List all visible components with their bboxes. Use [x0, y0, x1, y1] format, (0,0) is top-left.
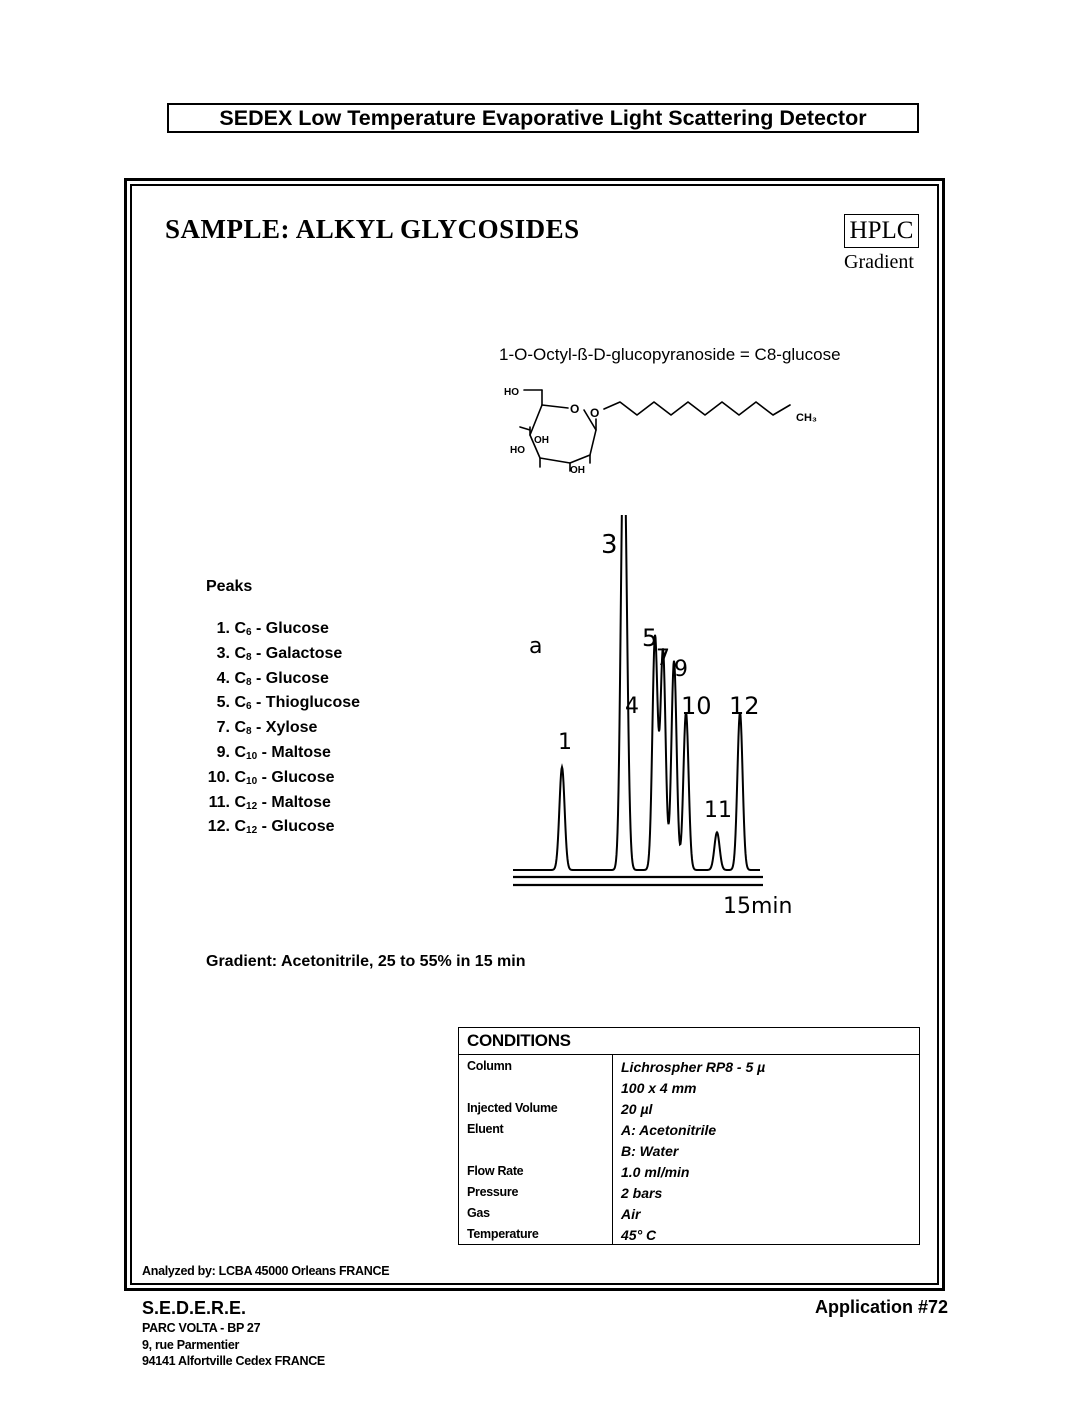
peak-label: 1: [558, 730, 572, 755]
technique-badge: HPLC: [844, 214, 919, 248]
peak-carbon-count: 8: [246, 726, 252, 738]
gradient-note: Gradient: Acetonitrile, 25 to 55% in 15 min: [206, 953, 526, 970]
conditions-row: [459, 1080, 919, 1101]
ho-top-label: HO: [504, 387, 519, 398]
peak-label: 4: [625, 694, 639, 719]
peak-item: [200, 793, 360, 818]
peak-item: [200, 718, 360, 743]
peak-item: [200, 743, 360, 768]
peak-label: 11: [704, 798, 732, 823]
peaks-heading: Peaks: [206, 578, 253, 595]
conditions-title: CONDITIONS: [467, 1031, 571, 1050]
peak-item: [200, 768, 360, 793]
condition-value: Lichrospher RP8 - 5 µ: [621, 1059, 766, 1075]
peak-item: [200, 669, 360, 694]
peak-number: 4.: [216, 669, 230, 687]
application-number: Application #72: [814, 1297, 948, 1317]
conditions-divider: [459, 1054, 919, 1055]
compound-name: 1-O-Octyl-ß-D-glucopyranoside = C8-glucose: [499, 345, 841, 364]
conditions-row: [459, 1101, 919, 1122]
peak-number: 12.: [207, 818, 230, 836]
condition-label: Eluent: [467, 1122, 504, 1136]
chemical-structure: [500, 375, 840, 485]
condition-value: A: Acetonitrile: [621, 1122, 717, 1138]
peak-label: 7: [656, 646, 670, 671]
peak-number: 11.: [208, 793, 230, 811]
peak-compound-prefix: C: [234, 743, 247, 761]
peak-number: 3.: [216, 644, 230, 662]
condition-label: Injected Volume: [467, 1101, 558, 1115]
condition-value: Air: [621, 1206, 641, 1222]
condition-value: 45° C: [621, 1227, 657, 1243]
peak-compound-name: - Xylose: [251, 719, 318, 737]
peak-number: 10.: [207, 768, 230, 786]
company-name: S.E.D.E.R.E.: [142, 1298, 247, 1318]
peak-compound-prefix: C: [234, 669, 247, 687]
peak-item: [200, 817, 360, 842]
peak-list: [200, 619, 360, 842]
peak-compound-name: - Glucose: [251, 669, 329, 687]
peak-item: [200, 644, 360, 669]
conditions-row: [459, 1227, 919, 1248]
peak-compound-prefix: C: [234, 818, 247, 836]
peak-compound-name: - Galactose: [251, 644, 343, 662]
conditions-row: [459, 1059, 919, 1080]
condition-value: 100 x 4 mm: [621, 1080, 697, 1096]
peak-number: 7.: [216, 719, 230, 737]
peak-compound-name: - Glucose: [257, 818, 335, 836]
peak-compound-prefix: C: [234, 793, 247, 811]
peak-label: 5: [642, 624, 658, 652]
condition-value: 2 bars: [621, 1185, 663, 1201]
time-axis-label: 15min: [723, 894, 793, 919]
conditions-row: [459, 1206, 919, 1227]
peak-compound-name: - Glucose: [257, 768, 335, 786]
peak-compound-name: - Maltose: [257, 793, 331, 811]
address-line: 94141 Alfortville Cedex FRANCE: [142, 1354, 325, 1368]
conditions-row: [459, 1164, 919, 1185]
peak-compound-prefix: C: [234, 768, 247, 786]
conditions-row: [459, 1122, 919, 1143]
peak-carbon-count: 6: [246, 627, 252, 638]
mode-label: Gradient: [844, 251, 914, 273]
peak-compound-prefix: C: [234, 694, 247, 712]
peak-label: 9: [674, 657, 688, 682]
conditions-row: [459, 1185, 919, 1206]
conditions-table: [458, 1027, 920, 1245]
peak-compound-name: - Maltose: [257, 743, 331, 761]
company-address: [142, 1320, 325, 1370]
peak-carbon-count: 10: [246, 750, 258, 762]
peak-carbon-count: 10: [246, 775, 258, 787]
condition-value: B: Water: [621, 1143, 679, 1159]
condition-value: 1.0 ml/min: [621, 1164, 690, 1180]
glycosidic-oxygen-label: O: [590, 406, 600, 420]
conditions-row: [459, 1143, 919, 1164]
peak-carbon-count: 12: [246, 800, 258, 812]
document-title: SEDEX Low Temperature Evaporative Light Scattering Detector: [167, 103, 919, 133]
analyzed-by: Analyzed by: LCBA 45000 Orleans FRANCE: [142, 1264, 390, 1278]
peak-compound-prefix: C: [234, 620, 247, 637]
peak-compound-prefix: C: [234, 644, 247, 662]
ch3-label: CH₃: [796, 412, 817, 424]
peak-item: [200, 693, 360, 718]
oh-inner-label: OH: [534, 435, 549, 446]
peak-item: [200, 619, 360, 644]
peak-label: 3: [601, 530, 618, 560]
peak-number: 9.: [216, 743, 230, 761]
peak-label: 12: [729, 692, 760, 720]
peak-carbon-count: 12: [246, 825, 258, 837]
condition-value: 20 µl: [621, 1101, 653, 1117]
condition-label: Temperature: [467, 1227, 539, 1241]
ring-oxygen-label: O: [570, 402, 580, 416]
sample-title: SAMPLE: ALKYL GLYCOSIDES: [165, 214, 580, 244]
address-line: PARC VOLTA - BP 27: [142, 1321, 261, 1335]
peak-compound-prefix: C: [234, 719, 247, 737]
condition-label: Pressure: [467, 1185, 519, 1199]
peak-carbon-count: 8: [246, 651, 252, 663]
peak-carbon-count: 8: [246, 676, 252, 688]
peak-number: 5.: [216, 694, 230, 712]
address-line: 9, rue Parmentier: [142, 1337, 240, 1352]
peak-compound-name: - Glucose: [251, 620, 329, 637]
condition-label: Gas: [467, 1206, 490, 1220]
peak-label: 10: [681, 692, 712, 720]
oh-bottom-label: OH: [570, 465, 585, 476]
panel-label: a: [529, 634, 543, 659]
condition-label: Column: [467, 1059, 512, 1073]
chromatogram: [505, 515, 805, 925]
peak-number: 1.: [216, 620, 230, 637]
peak-carbon-count: 6: [246, 701, 252, 713]
ho-left-label: HO: [510, 445, 525, 456]
peak-compound-name: - Thioglucose: [251, 694, 361, 712]
condition-label: Flow Rate: [467, 1164, 524, 1178]
